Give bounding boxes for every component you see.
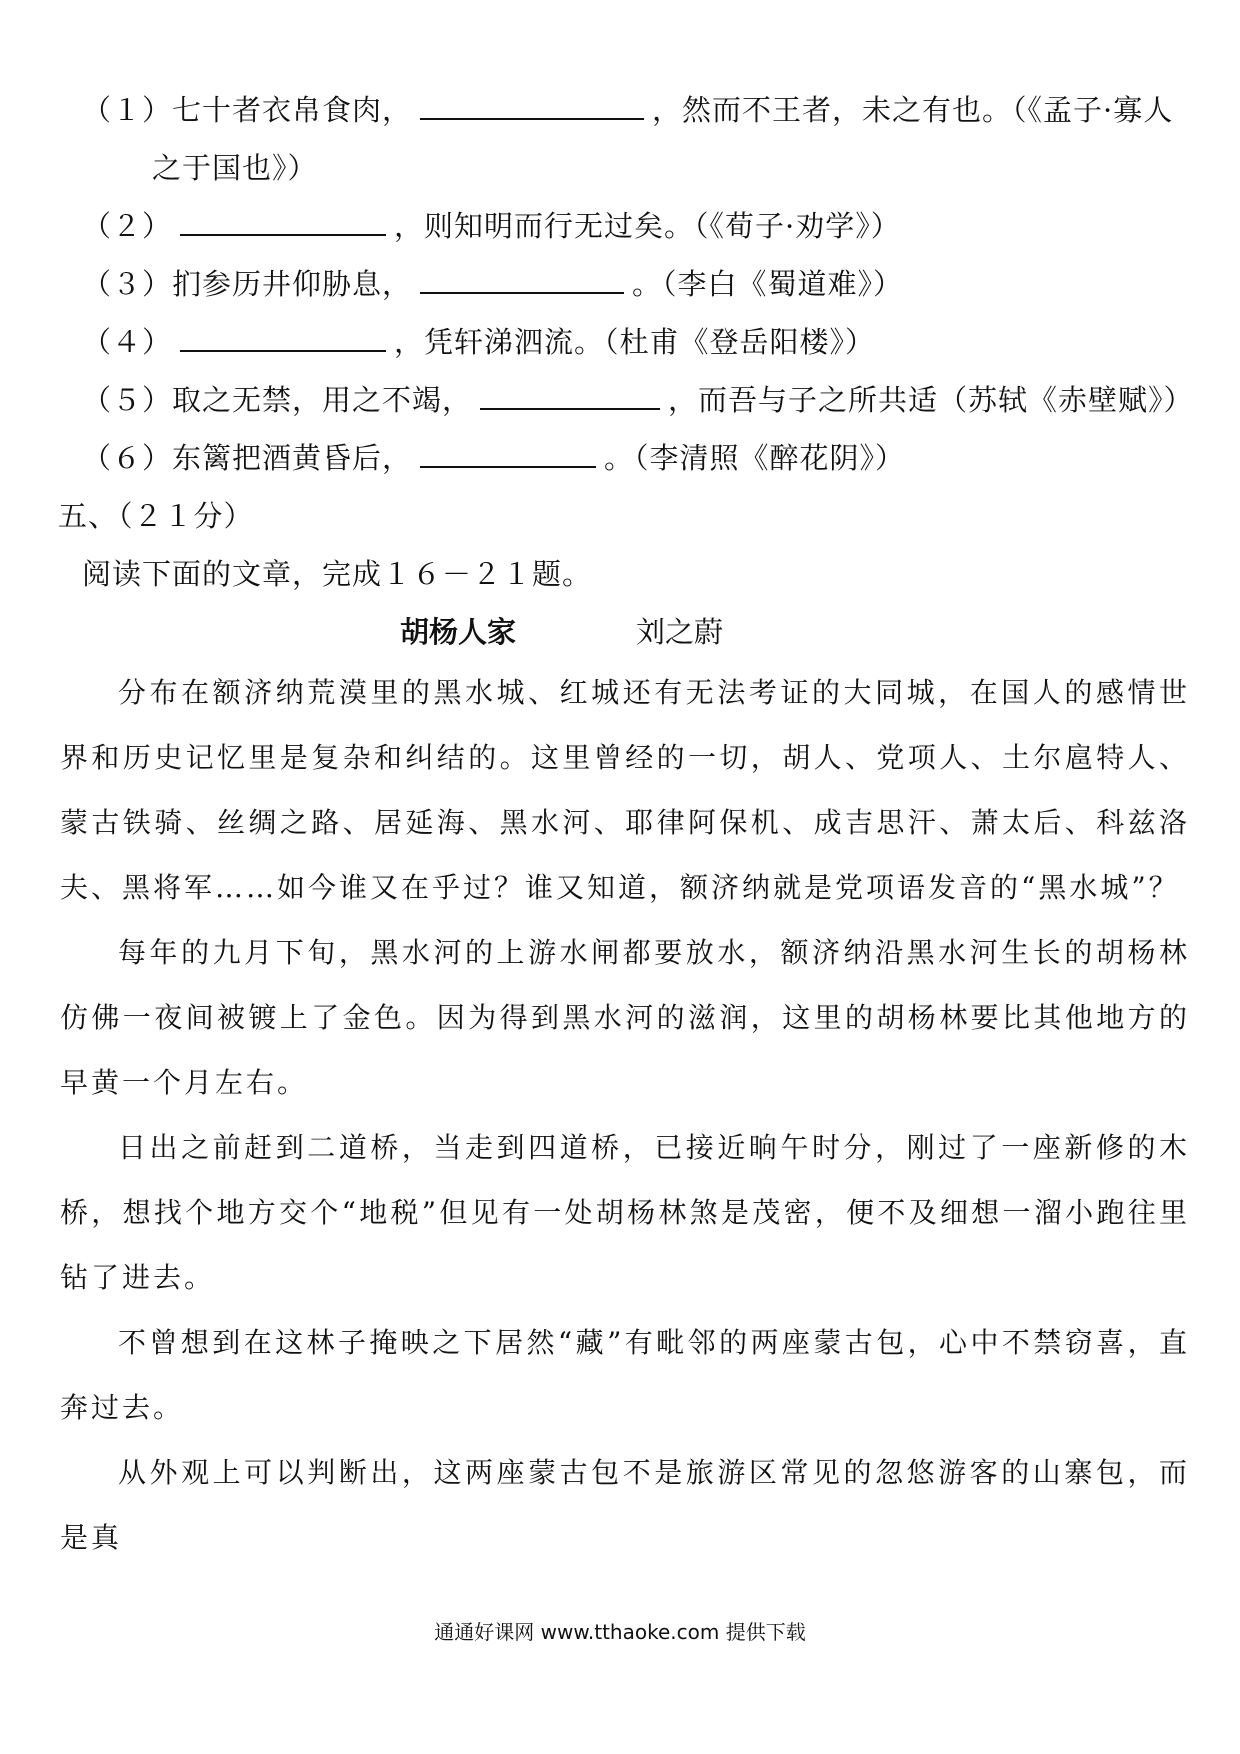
question-text-after: 。（李白《蜀道难》） — [632, 267, 904, 301]
question-number: （３） — [82, 267, 173, 301]
section-heading: 五、（２１分） — [58, 499, 254, 533]
answer-blank[interactable] — [420, 90, 644, 120]
answer-blank[interactable] — [480, 380, 660, 410]
article-paragraph-4: 不曾想到在这林子掩映之下居然“藏”有毗邻的两座蒙古包，心中不禁窃喜，直奔过去。 — [60, 1326, 1190, 1424]
question-3 — [82, 264, 903, 304]
question-number: （１） — [82, 93, 173, 127]
answer-blank[interactable] — [420, 438, 596, 468]
question-text-after: ，然而不王者，未之有也。（《孟子·寡人 — [652, 93, 1174, 127]
answer-blank[interactable] — [420, 264, 624, 294]
question-1-continuation — [152, 148, 318, 188]
article-paragraph-3: 日出之前赶到二道桥，当走到四道桥，已接近晌午时分，刚过了一座新修的木桥，想找个地方交个“地税”但见有一处胡杨林煞是茂密，便不及细想一溜小跑往里钻了进去。 — [60, 1131, 1190, 1294]
article-title: 胡杨人家 — [400, 615, 517, 649]
article-paragraph-5: 从外观上可以判断出，这两座蒙古包不是旅游区常见的忽悠游客的山寨包，而是真 — [60, 1456, 1190, 1554]
question-text-after: ，则知明而行无过矣。（《荀子·劝学》） — [394, 209, 901, 243]
question-text-before: 七十者衣帛食肉， — [172, 93, 413, 127]
question-number: （４） — [82, 325, 173, 359]
question-1 — [82, 90, 1173, 130]
section-instruction: 阅读下面的文章，完成１６－２１题。 — [82, 557, 593, 591]
page-footer: 通通好课网 www.tthaoke.com 提供下载 — [434, 1620, 806, 1644]
question-4 — [82, 322, 875, 362]
answer-blank[interactable] — [180, 206, 386, 236]
question-number: （５） — [82, 383, 173, 417]
question-text-after: ，而吾与子之所共适（苏轼《赤壁赋》） — [668, 383, 1194, 417]
question-text-cont: 之于国也》） — [152, 151, 318, 185]
question-text-before: 取之无禁，用之不竭， — [172, 383, 473, 417]
question-2 — [82, 206, 901, 246]
question-text-before: 扪参历井仰胁息， — [172, 267, 413, 301]
question-number: （６） — [82, 441, 173, 475]
article-author: 刘之蔚 — [636, 615, 724, 649]
question-text-after: ，凭轩涕泗流。（杜甫《登岳阳楼》） — [394, 325, 876, 359]
question-text-before: 东篱把酒黄昏后， — [172, 441, 413, 475]
answer-blank[interactable] — [180, 322, 386, 352]
article-paragraph-1: 分布在额济纳荒漠里的黑水城、红城还有无法考证的大同城，在国人的感情世界和历史记忆里是复杂和纠结的。这里曾经的一切，胡人、党项人、土尔扈特人、蒙古铁骑、丝绸之路、居延海、黑水河、耶律阿保机、成吉思汗、萧太后、科兹洛夫、黑将军……如今谁又在乎过？谁又知道，额济纳就是党项语发音的“黑水城”？ — [60, 676, 1190, 904]
question-number: （２） — [82, 209, 173, 243]
question-text-after: 。（李清照《醉花阴》） — [604, 441, 906, 475]
question-5 — [82, 380, 1194, 420]
article-paragraph-2: 每年的九月下旬，黑水河的上游水闸都要放水，额济纳沿黑水河生长的胡杨林仿佛一夜间被镀上了金色。因为得到黑水河的滋润，这里的胡杨林要比其他地方的早黄一个月左右。 — [60, 936, 1190, 1099]
question-6 — [82, 438, 905, 478]
